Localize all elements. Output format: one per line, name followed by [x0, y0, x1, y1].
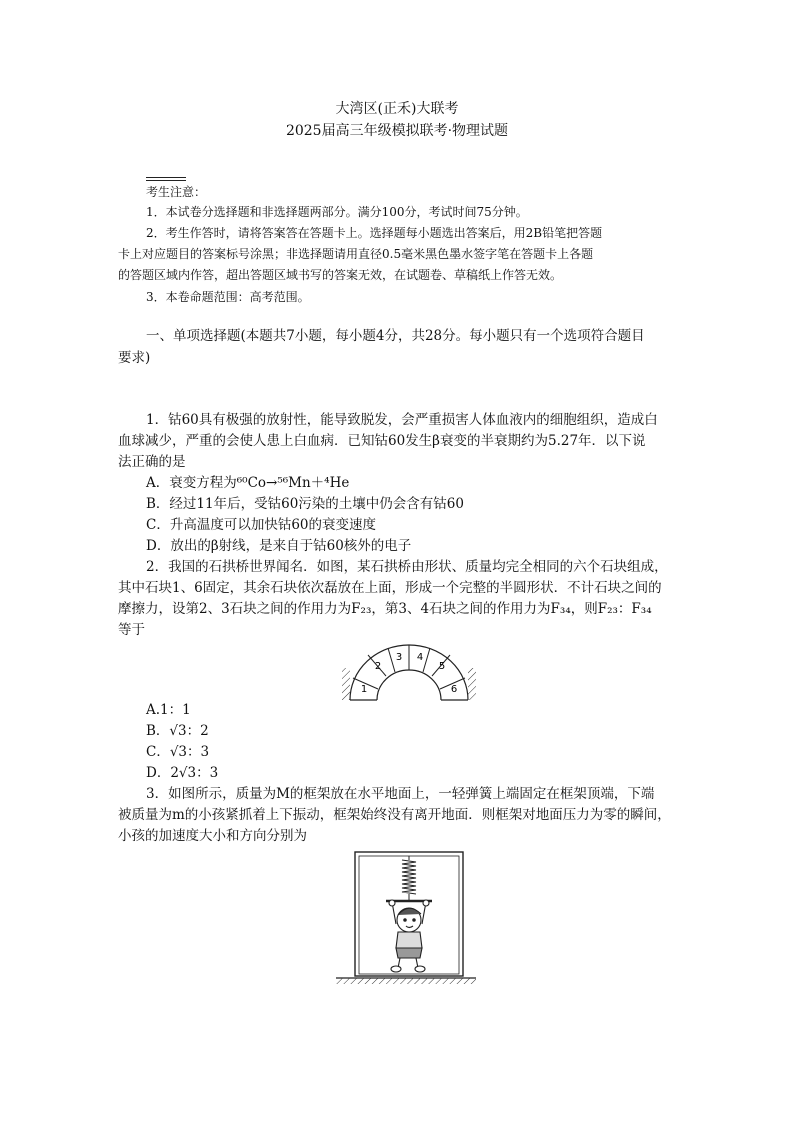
q1-option-b: B．经过11年后，受钴60污染的土壤中仍会含有钴60 [146, 496, 464, 512]
q2-option-a: A.1：1 [146, 702, 191, 718]
notice-item: 2．考生作答时，请将答案答在答题卡上。选择题每小题选出答案后，用2B铅笔把答题 [146, 226, 603, 240]
q2-text: 等于 [118, 622, 145, 638]
spring [402, 856, 416, 900]
stone-label: 4 [416, 652, 424, 663]
exam-title: 大湾区(正禾)大联考 [335, 101, 459, 117]
q2-option-d: D．2√3：3 [146, 765, 219, 781]
q3-text: 3．如图所示，质量为M的框架放在水平地面上，一轻弹簧上端固定在框架顶端，下端 [146, 786, 655, 802]
child-figure [389, 900, 429, 972]
q1-text: 法正确的是 [118, 454, 186, 470]
exam-subtitle: 2025届高三年级模拟联考·物理试题 [285, 123, 509, 139]
stone-label: 1 [360, 684, 368, 695]
notice-title: 考生注意： [146, 185, 207, 199]
q3-text: 小孩的加速度大小和方向分别为 [118, 828, 307, 844]
stone-joint [388, 648, 395, 672]
q3-text: 被质量为m的小孩紧抓着上下振动，框架始终没有离开地面．则框架对地面压力为零的瞬间， [118, 807, 671, 823]
stone-joint [423, 648, 430, 672]
ground-hatch-right [468, 668, 476, 700]
q1-text: 血球减少，严重的会使人患上白血病．已知钴60发生β衰变的半衰期约为5.27年．以下说 [118, 433, 646, 449]
notice-item: 1．本试卷分选择题和非选择题两部分。满分100分，考试时间75分钟。 [146, 205, 528, 219]
stone-label: 6 [450, 684, 458, 695]
divider [146, 180, 186, 181]
stone-label: 2 [374, 661, 382, 672]
q1-option-d: D．放出的β射线，是来自于钴60核外的电子 [146, 538, 412, 554]
notice-item: 的答题区域内作答，超出答题区域书写的答案无效，在试题卷、草稿纸上作答无效。 [118, 268, 563, 282]
q2-text: 2．我国的石拱桥世界闻名．如图，某石拱桥由形状、质量均完全相同的六个石块组成， [146, 559, 668, 575]
stone-label: 3 [395, 652, 403, 663]
notice-item: 3．本卷命题范围：高考范围。 [146, 290, 310, 304]
q2-text: 摩擦力，设第2、3石块之间的作用力为F₂₃，第3、4石块之间的作用力为F₃₄，则F₂₃：F₃₄ [118, 601, 652, 617]
q1-option-c: C．升高温度可以加快钴60的衰变速度 [146, 517, 377, 533]
q2-option-b: B．√3：2 [146, 723, 209, 739]
stone-label: 5 [438, 661, 446, 672]
q1-text: 1．钴60具有极强的放射性，能导致脱发，会严重损害人体血液内的细胞组织，造成白 [146, 412, 658, 428]
ground-hatch [336, 978, 476, 984]
section-heading-cont: 要求) [118, 350, 151, 366]
arch-inner [377, 670, 441, 700]
q2-text: 其中石块1、6固定，其余石块依次磊放在上面，形成一个完整的半圆形状．不计石块之间的 [118, 580, 662, 596]
q1-option-a: A．衰变方程为⁶⁰Co→⁵⁶Mn＋⁴He [146, 475, 350, 491]
frame-spring-figure [336, 850, 476, 986]
stone-arch-figure [340, 638, 480, 704]
q2-option-c: C．√3：3 [146, 744, 210, 760]
notice-item: 卡上对应题目的答案标号涂黑；非选择题请用直径0.5毫米黑色墨水签字笔在答题卡上各题 [118, 247, 594, 261]
ground-hatch-left [342, 668, 350, 700]
divider [146, 177, 186, 178]
section-heading: 一、单项选择题(本题共7小题，每小题4分，共28分。每小题只有一个选项符合题目 [146, 328, 645, 344]
